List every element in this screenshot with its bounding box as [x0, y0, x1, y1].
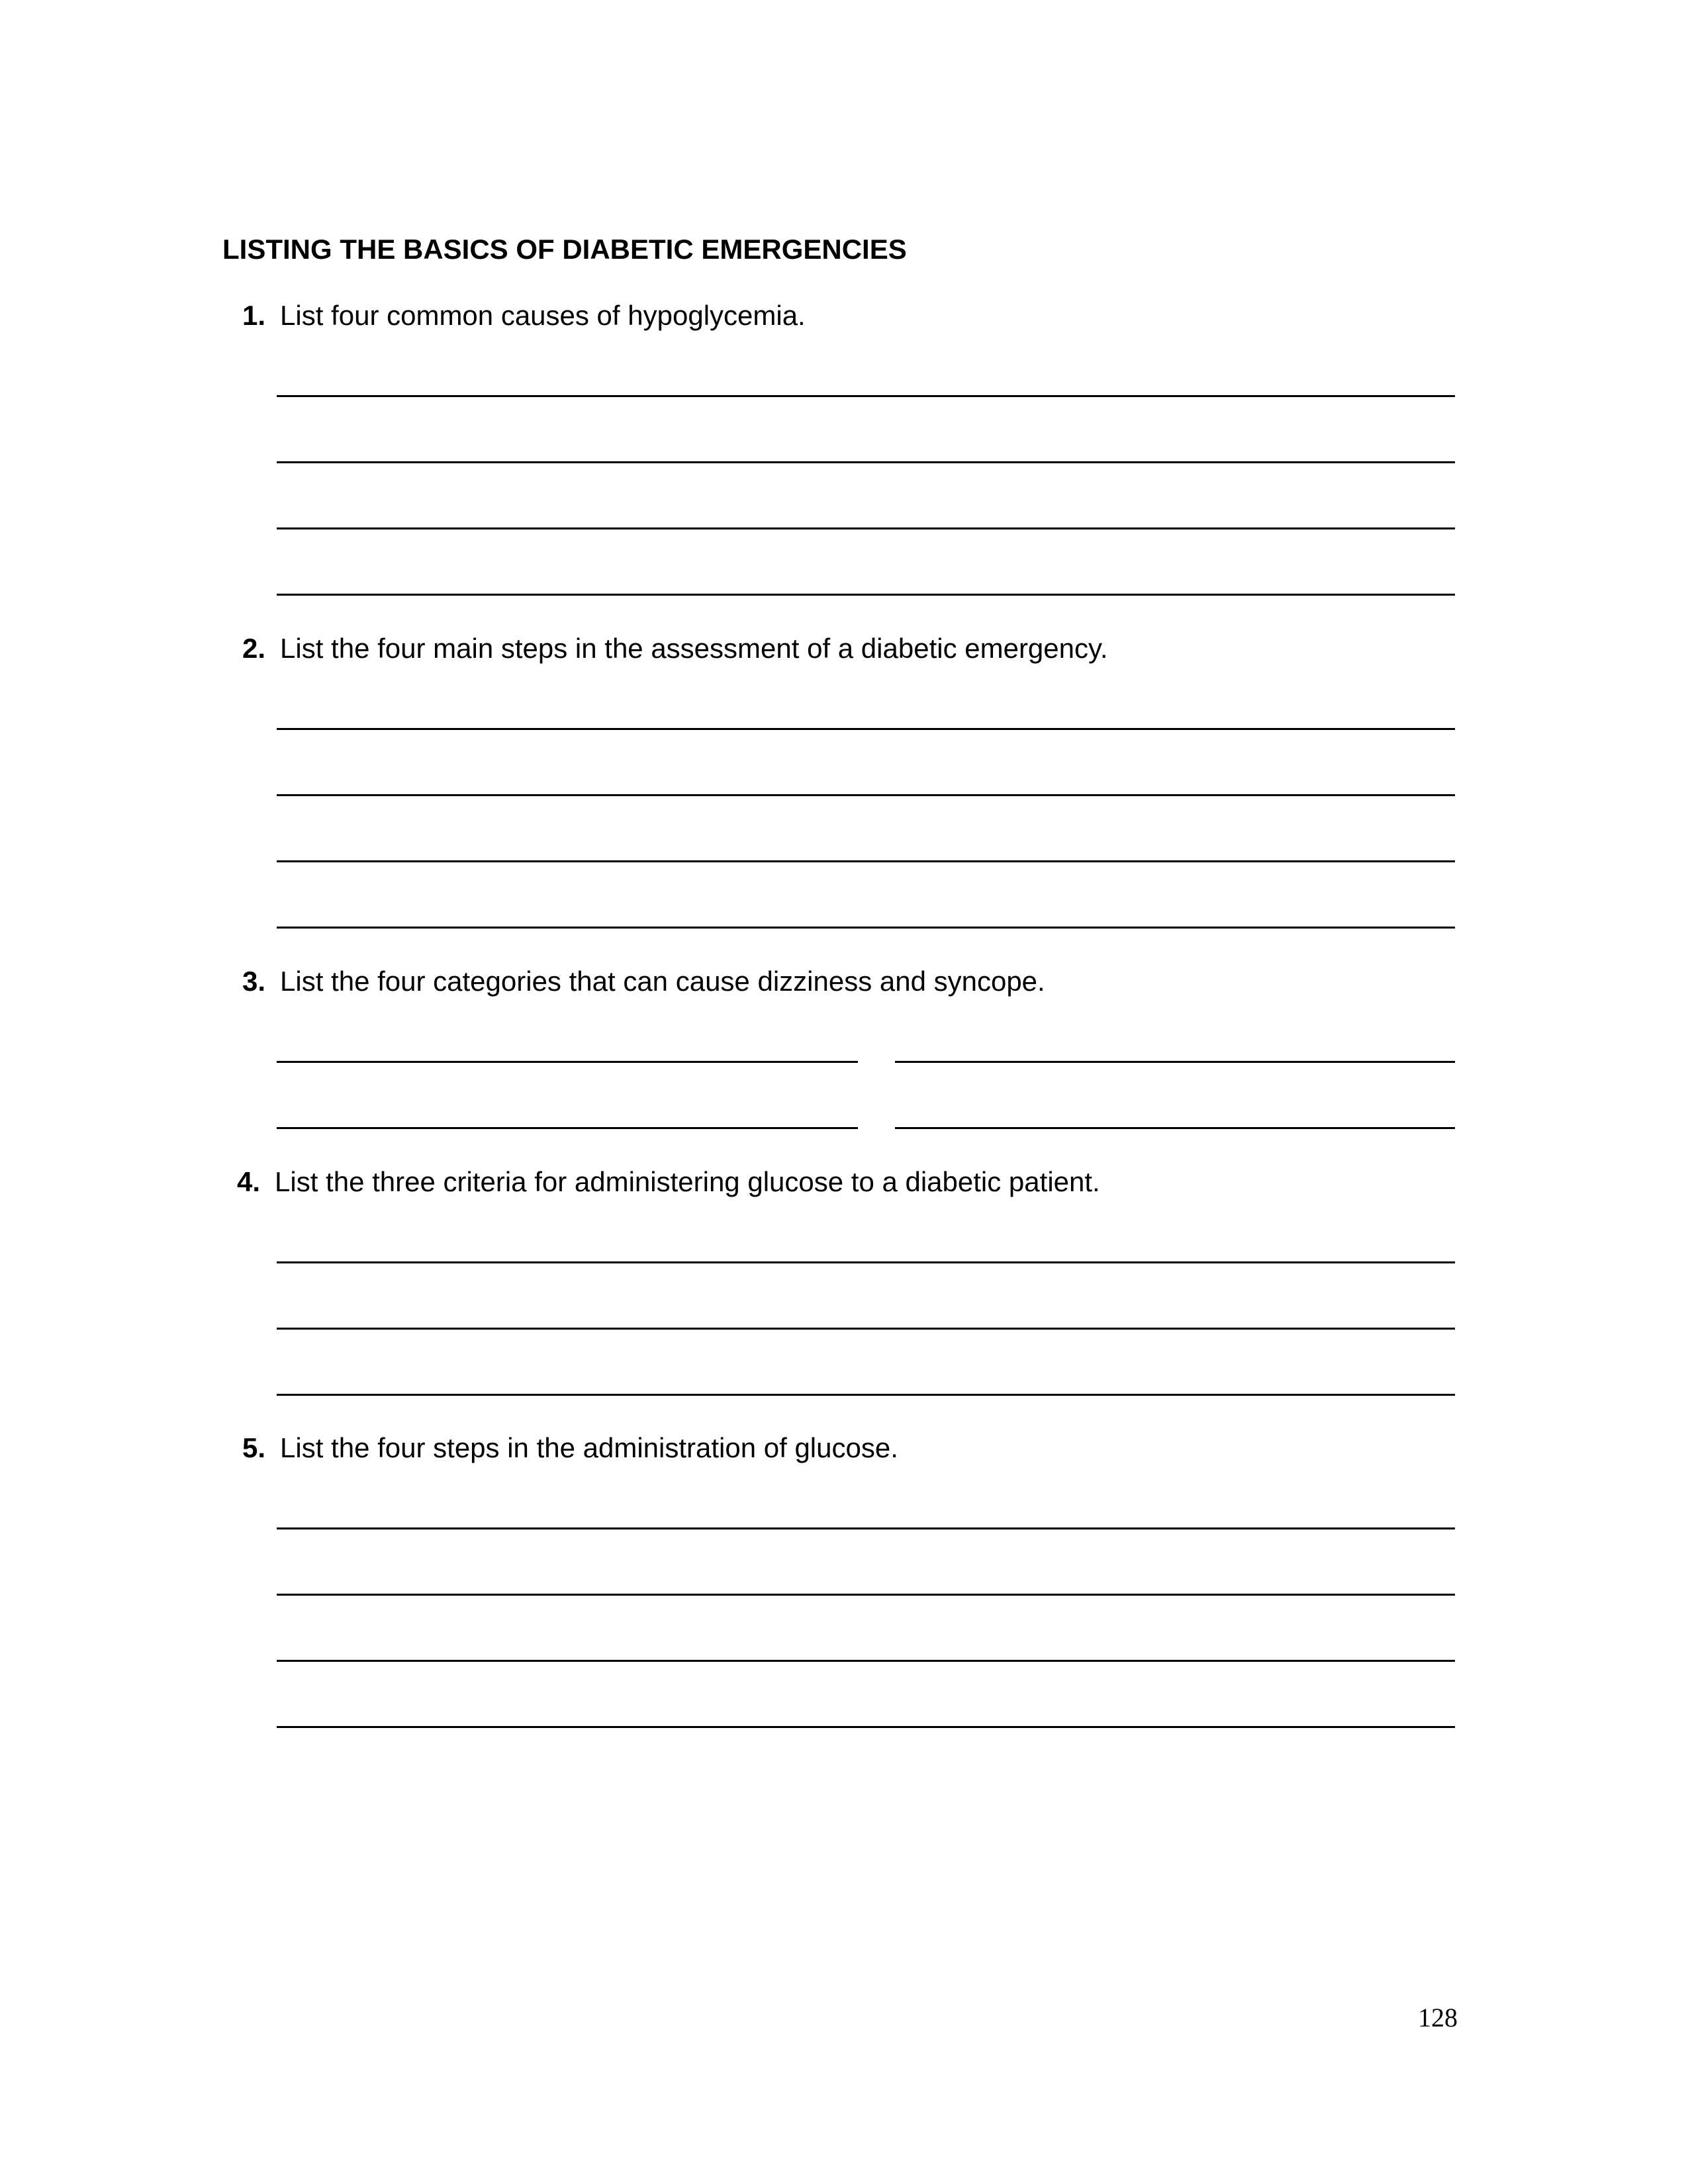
question-5 — [242, 1432, 898, 1465]
answer-line[interactable] — [277, 527, 1455, 529]
answer-line[interactable] — [277, 594, 1455, 596]
answer-line[interactable] — [277, 461, 1455, 463]
question-text: List the three criteria for administering glucose to a diabetic patient. — [275, 1166, 1100, 1197]
question-number: 2. — [242, 633, 266, 664]
question-number: 4. — [237, 1166, 261, 1197]
question-2 — [242, 632, 1108, 665]
answer-line[interactable] — [277, 1261, 1455, 1263]
answer-line-right[interactable] — [895, 1127, 1455, 1129]
question-text: List four common causes of hypoglycemia. — [280, 300, 806, 331]
answer-line[interactable] — [277, 1527, 1455, 1529]
question-4 — [237, 1165, 1100, 1199]
question-number: 5. — [242, 1432, 266, 1463]
question-1 — [242, 299, 806, 332]
question-text: List the four main steps in the assessment of a diabetic emergency. — [280, 633, 1108, 664]
answer-line[interactable] — [277, 794, 1455, 796]
question-text: List the four categories that can cause dizziness and syncope. — [280, 966, 1045, 997]
question-number: 3. — [242, 966, 266, 997]
question-3 — [242, 965, 1045, 998]
answer-line[interactable] — [277, 395, 1455, 397]
question-text: List the four steps in the administration of glucose. — [280, 1432, 898, 1463]
page-number: 128 — [1418, 2003, 1458, 2032]
answer-line[interactable] — [277, 1394, 1455, 1396]
answer-line[interactable] — [277, 1726, 1455, 1728]
answer-line[interactable] — [277, 1660, 1455, 1662]
answer-line-right[interactable] — [895, 1061, 1455, 1063]
answer-line[interactable] — [277, 860, 1455, 862]
answer-line[interactable] — [277, 1594, 1455, 1596]
answer-line[interactable] — [277, 728, 1455, 730]
page-title: LISTING THE BASICS OF DIABETIC EMERGENCIES — [222, 234, 907, 265]
answer-line[interactable] — [277, 927, 1455, 929]
answer-line-left[interactable] — [277, 1061, 858, 1063]
answer-line[interactable] — [277, 1328, 1455, 1330]
question-number: 1. — [242, 300, 266, 331]
answer-line-left[interactable] — [277, 1127, 858, 1129]
